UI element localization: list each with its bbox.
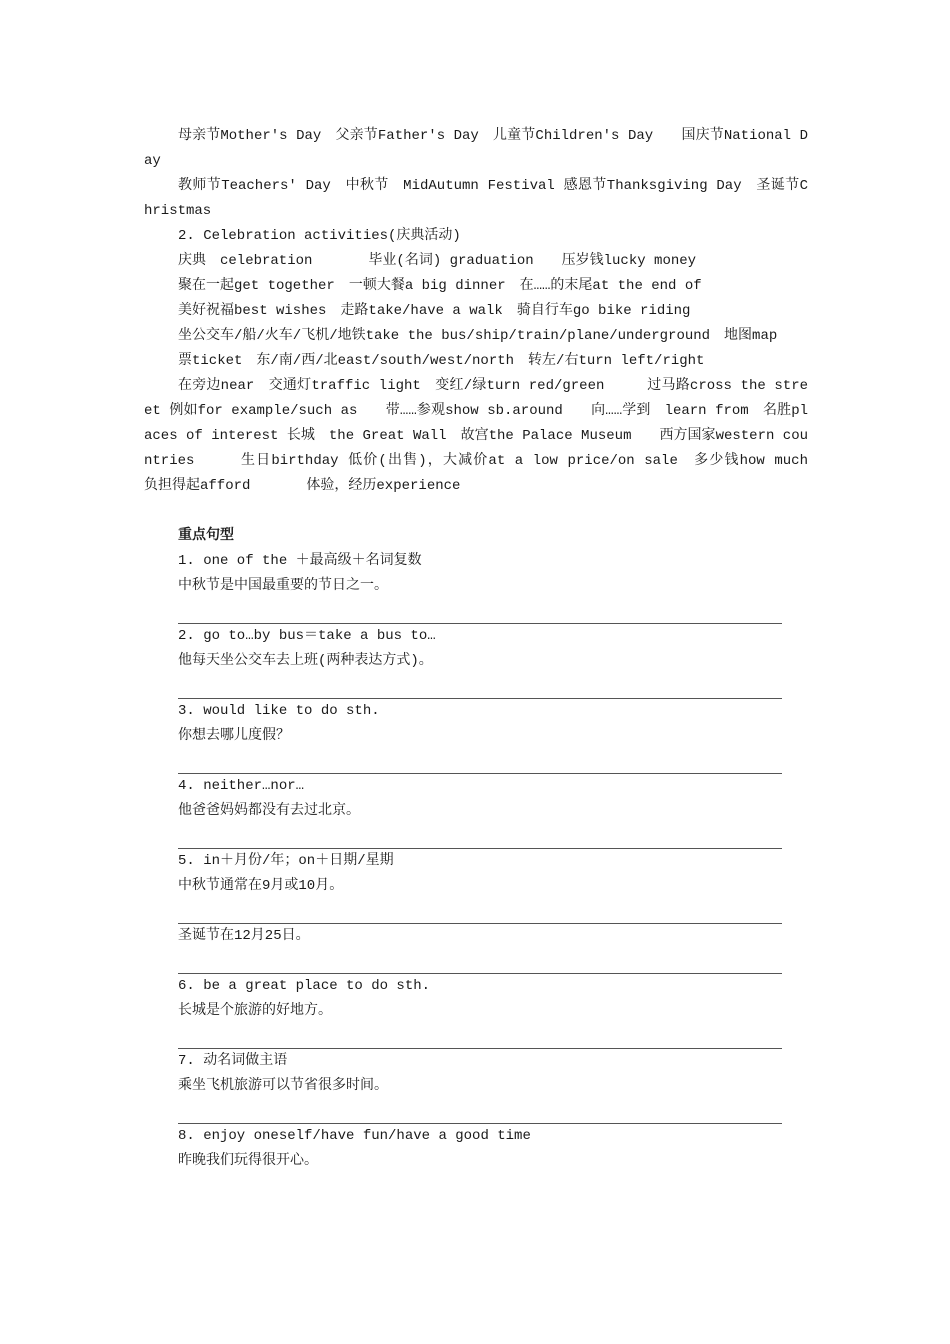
worksheet-page — [144, 124, 836, 1174]
answer-line[interactable] — [178, 949, 782, 974]
exercise-item — [178, 849, 808, 974]
exercise-title: 8. enjoy oneself/have fun/have a good time — [178, 1128, 531, 1144]
exercise-title: 3. would like to do sth. — [178, 703, 380, 719]
answer-line[interactable] — [178, 1099, 782, 1124]
exercise-title: 2. go to…by bus＝take a bus to… — [178, 628, 436, 644]
exercise-item — [178, 1124, 808, 1174]
exercise-prompt: 圣诞节在12月25日。 — [178, 928, 310, 944]
answer-line[interactable] — [178, 674, 782, 699]
exercise-prompt: 长城是个旅游的好地方。 — [178, 1003, 332, 1019]
exercise-title: 6. be a great place to do sth. — [178, 978, 431, 994]
vocab-paragraph: 票ticket 东/南/西/北east/south/west/north 转左/右turn left/right — [178, 353, 705, 369]
vocab-paragraph: 庆典 celebration 毕业(名词) graduation 压岁钱lucky money — [178, 253, 697, 269]
answer-line[interactable] — [178, 1024, 782, 1049]
vocab-paragraph: 在旁边near 交通灯traffic light 变红/绿turn red/green 过马路cross the street 例如for example/such as 带……参观show sb.around 向……学到 learn from 名胜places of interest 长城 the Great Wall 故宫the Palace Museum 西方国家western countries 生日birthday 低价(出售)，大减价at a low price/on sale 多少钱how much 负担得起afford 体验，经历experience — [144, 378, 836, 494]
exercise-item — [178, 699, 808, 774]
exercise-item — [178, 1049, 808, 1124]
exercise-prompt: 中秋节通常在9月或10月。 — [178, 878, 344, 894]
key-sentences-section — [144, 524, 808, 1174]
vocab-paragraph: 美好祝福best wishes 走路take/have a walk 骑自行车go bike riding — [178, 303, 691, 319]
answer-line[interactable] — [178, 824, 782, 849]
exercise-prompt: 中秋节是中国最重要的节日之一。 — [178, 578, 388, 594]
answer-line[interactable] — [178, 599, 782, 624]
exercise-prompt: 他每天坐公交车去上班(两种表达方式)。 — [178, 653, 433, 669]
vocabulary-section — [144, 124, 836, 499]
exercise-item — [178, 774, 808, 849]
exercise-title: 4. neither…nor… — [178, 778, 305, 794]
vocab-paragraph: 坐公交车/船/火车/飞机/地铁take the bus/ship/train/plane/underground 地图map — [178, 328, 778, 344]
vocab-paragraph: 聚在一起get together 一顿大餐a big dinner 在……的末尾at the end of — [178, 278, 702, 294]
exercise-item — [178, 624, 808, 699]
vocab-paragraph-holidays-1: 母亲节Mother's Day 父亲节Father's Day 儿童节Children's Day 国庆节National Day — [144, 128, 808, 169]
section-title: 重点句型 — [178, 528, 234, 544]
exercise-prompt: 昨晚我们玩得很开心。 — [178, 1153, 318, 1169]
exercise-item — [178, 974, 808, 1049]
exercise-title: 7. 动名词做主语 — [178, 1053, 288, 1069]
answer-line[interactable] — [178, 749, 782, 774]
exercise-prompt: 你想去哪儿度假？ — [178, 728, 290, 744]
answer-line[interactable] — [178, 899, 782, 924]
exercise-title: 5. in＋月份/年；on＋日期/星期 — [178, 853, 394, 869]
exercise-prompt: 乘坐飞机旅游可以节省很多时间。 — [178, 1078, 388, 1094]
exercise-item — [178, 549, 808, 624]
exercise-title: 1. one of the ＋最高级＋名词复数 — [178, 553, 422, 569]
vocab-heading-celebration: 2. Celebration activities(庆典活动) — [178, 228, 461, 244]
exercise-prompt: 他爸爸妈妈都没有去过北京。 — [178, 803, 360, 819]
vocab-paragraph-holidays-2: 教师节Teachers' Day 中秋节 MidAutumn Festival 感恩节Thanksgiving Day 圣诞节Christmas — [144, 178, 808, 219]
